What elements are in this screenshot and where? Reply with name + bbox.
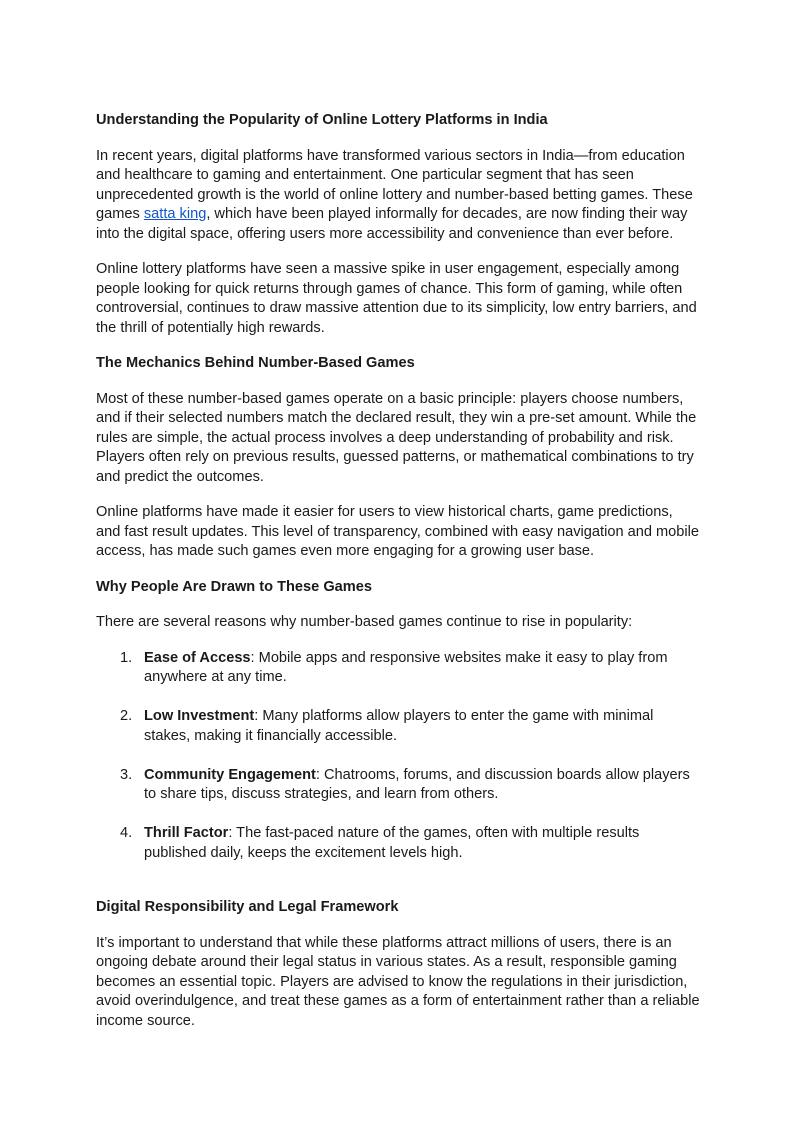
list-item-number: 3. [120, 766, 133, 783]
list-item-text: : The fast-paced nature of the games, often with multiple results published daily, keeps the excitement levels high. [144, 825, 640, 861]
list-item-term: Ease of Access [144, 649, 251, 666]
list-item [96, 766, 701, 805]
list-item-term: Community Engagement [144, 766, 316, 783]
document-page [96, 111, 701, 1031]
satta-king-link[interactable]: satta king [143, 206, 207, 222]
section-heading-mechanics: The Mechanics Behind Number-Based Games [96, 355, 415, 371]
list-item-number: 2. [120, 708, 133, 724]
list-item-number: 1. [120, 649, 133, 666]
list-item-term: Low Investment [144, 708, 255, 724]
list-item-text: : Mobile apps and responsive websites make it easy to play from anywhere at any time. [144, 649, 668, 685]
paragraph-legal: It’s important to understand that while these platforms attract millions of users, there is an ongoing debate around their legal status in various states. As a result, responsible gaming becomes an essential topic. Players are advised to know the regulations in their jurisdiction, avoid overindulgence, and treat these games as a form of entertainment rather than a reliable income source. [96, 934, 700, 1029]
list-item [96, 824, 701, 863]
list-item-text: : Many platforms allow players to enter the game with minimal stakes, making it financially accessible. [144, 708, 654, 744]
paragraph-engagement: Online lottery platforms have seen a massive spike in user engagement, especially among people looking for quick returns through games of chance. This form of gaming, while often controversial, continues to draw massive attention due to its simplicity, low entry barriers, and the thrill of potentially high rewards. [96, 261, 697, 336]
paragraph-intro-text-after: , which have been played informally for decades, are now finding their way into the digital space, offering users more accessibility and convenience than ever before. [96, 206, 688, 242]
section-heading-why-people: Why People Are Drawn to These Games [96, 578, 373, 595]
list-item [96, 649, 701, 688]
section-heading-legal: Digital Responsibility and Legal Framework [96, 899, 399, 915]
paragraph-reasons-intro: There are several reasons why number-based games continue to rise in popularity: [96, 614, 633, 630]
list-item-text: : Chatrooms, forums, and discussion boards allow players to share tips, discuss strategies, and learn from others. [144, 766, 690, 802]
list-item-number: 4. [120, 825, 133, 841]
paragraph-intro [96, 147, 701, 245]
paragraph-intro-text-before: In recent years, digital platforms have transformed various sectors in India—from education and healthcare to gaming and entertainment. One particular segment that has seen unprecedented growth is the world of online lottery and number-based betting games. These games [96, 147, 693, 222]
list-item-term: Thrill Factor [144, 825, 229, 841]
reasons-list [96, 649, 701, 864]
paragraph-mechanics: Most of these number-based games operate on a basic principle: players choose numbers, and if their selected numbers match the declared result, they win a pre-set amount. While the rules are simple, the actual process involves a deep understanding of probability and risk. Players often rely on previous results, guessed patterns, or mathematical combinations to try and predict the outcomes. [96, 390, 697, 485]
paragraph-transparency: Online platforms have made it easier for users to view historical charts, game predictions, and fast result updates. This level of transparency, combined with easy navigation and mobile access, has made such games even more engaging for a growing user base. [96, 504, 700, 559]
section-heading-popularity: Understanding the Popularity of Online Lottery Platforms in India [96, 112, 548, 128]
list-item [96, 707, 701, 746]
